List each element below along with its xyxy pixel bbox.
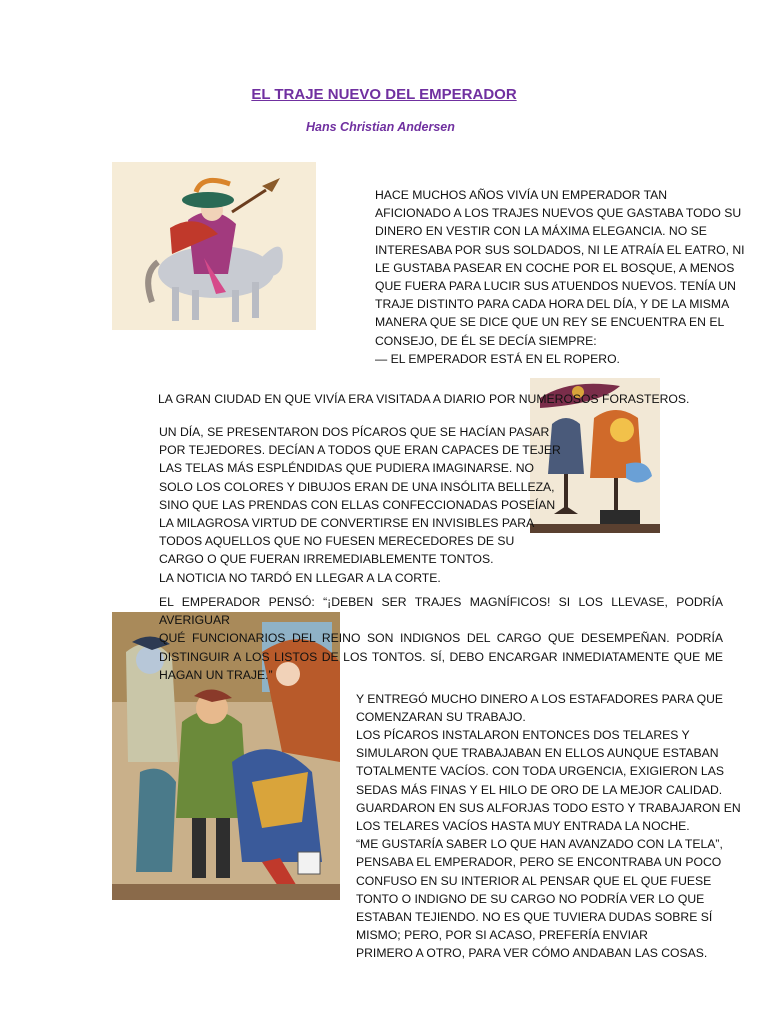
text-line: LAS TELAS MÁS ESPLÉNDIDAS QUE PUDIERA IMAGINARSE. NO bbox=[159, 461, 534, 476]
text-line: LA GRAN CIUDAD EN QUE VIVÍA ERA VISITADA A DIARIO POR NUMEROSOS FORASTEROS. bbox=[158, 392, 690, 406]
paragraph-emperor-intro bbox=[375, 186, 745, 368]
text-line: QUÉ FUNCIONARIOS DEL REINO SON INDIGNOS DEL CARGO QUE DESEMPEÑAN. PODRÍA bbox=[159, 631, 723, 646]
text-line: CONFUSO EN SU INTERIOR AL PENSAR QUE EL QUE FUESE bbox=[356, 873, 712, 888]
text-line: LOS PÍCAROS INSTALARON ENTONCES DOS TELARES Y bbox=[356, 728, 690, 742]
text-line: TONTO O INDIGNO DE SU CARGO NO PODRÍA VER LO QUE bbox=[356, 891, 705, 906]
text-line: SIMULARON QUE TRABAJABAN EN ELLOS AUNQUE ESTABAN bbox=[356, 746, 719, 761]
text-line: PRIMERO A OTRO, PARA VER CÓMO ANDABAN LAS COSAS. bbox=[356, 946, 708, 961]
paragraph-emperor-thought bbox=[159, 593, 723, 684]
text-line: Y ENTREGÓ MUCHO DINERO A LOS ESTAFADORES PARA QUE bbox=[356, 692, 724, 706]
text-line: QUE FUERA PARA LUCIR SUS ATUENDOS NUEVOS. TENÍA UN bbox=[375, 279, 736, 294]
text-line: SINO QUE LAS PRENDAS CON ELLAS CONFECCIONADAS POSEÍAN bbox=[159, 497, 556, 512]
text-line: LA NOTICIA NO TARDÓ EN LLEGAR A LA CORTE. bbox=[159, 570, 441, 585]
text-line: SOLO LOS COLORES Y DIBUJOS ERAN DE UNA INSÓLITA BELLEZA, bbox=[159, 479, 555, 494]
text-line: ESTABAN TEJIENDO. NO ES QUE TUVIERA DUDAS SOBRE SÍ bbox=[356, 910, 713, 925]
text-line: POR TEJEDORES. DECÍAN A TODOS QUE ERAN CAPACES DE TEJER bbox=[159, 443, 561, 458]
text-line: EL EMPERADOR PENSÓ: “¡DEBEN SER TRAJES MAGNÍFICOS! SI LOS LLEVASE, PODRÍA AVERIGUAR bbox=[159, 595, 723, 628]
text-line: “ME GUSTARÍA SABER LO QUE HAN AVANZADO CON LA TELA”, bbox=[356, 837, 723, 852]
text-line: HAGAN UN TRAJE.” bbox=[159, 667, 273, 682]
text-line: TODOS AQUELLOS QUE NO FUESEN MERECEDORES DE SU bbox=[159, 534, 515, 549]
text-line: AFICIONADO A LOS TRAJES NUEVOS QUE GASTABA TODO SU bbox=[375, 206, 742, 221]
text-line: SEDAS MÁS FINAS Y EL HILO DE ORO DE LA MEJOR CALIDAD. bbox=[356, 782, 723, 797]
emperor-horse-illustration bbox=[112, 162, 316, 330]
paragraph-city-visitors bbox=[158, 390, 689, 408]
text-line: GUARDARON EN SUS ALFORJAS TODO ESTO Y TRABAJARON EN bbox=[356, 800, 741, 815]
text-line: TOTALMENTE VACÍOS. CON TODA URGENCIA, EXIGIERON LAS bbox=[356, 764, 724, 779]
text-line: DISTINGUIR A LOS LISTOS DE LOS TONTOS. SÍ, DEBO ENCARGAR INMEDIATAMENTE QUE ME bbox=[159, 649, 723, 664]
text-line: — EL EMPERADOR ESTÁ EN EL ROPERO. bbox=[375, 351, 620, 366]
text-line: HACE MUCHOS AÑOS VIVÍA UN EMPERADOR TAN bbox=[375, 188, 668, 202]
text-line: TRAJE DISTINTO PARA CADA HORA DEL DÍA, Y DE LA MISMA bbox=[375, 297, 730, 312]
text-line: MISMO; PERO, POR SI ACASO, PREFERÍA ENVIAR bbox=[356, 928, 648, 943]
author-name: Hans Christian Andersen bbox=[306, 120, 455, 134]
text-line: LOS TELARES VACÍOS HASTA MUY ENTRADA LA NOCHE. bbox=[356, 819, 690, 834]
text-line: UN DÍA, SE PRESENTARON DOS PÍCAROS QUE SE HACÍAN PASAR bbox=[159, 425, 550, 439]
text-line: LE GUSTABA PASEAR EN COCHE POR EL BOSQUE, A MENOS bbox=[375, 260, 735, 275]
text-line: PENSABA EL EMPERADOR, PERO SE ENCONTRABA UN POCO bbox=[356, 855, 722, 870]
text-line: COMENZARAN SU TRABAJO. bbox=[356, 710, 526, 725]
text-line: DINERO EN VESTIR CON LA MÁXIMA ELEGANCIA. NO SE bbox=[375, 224, 707, 239]
text-line: CARGO O QUE FUERAN IRREMEDIABLEMENTE TONTOS. bbox=[159, 552, 494, 567]
page-title: EL TRAJE NUEVO DEL EMPERADOR bbox=[251, 86, 517, 103]
paragraph-money-given bbox=[356, 690, 723, 726]
paragraph-swindlers bbox=[159, 423, 561, 587]
text-line: LA MILAGROSA VIRTUD DE CONVERTIRSE EN INVISIBLES PARA bbox=[159, 516, 535, 531]
text-line: CONSEJO, DE ÉL SE DECÍA SIEMPRE: bbox=[375, 333, 597, 348]
paragraph-looms bbox=[356, 726, 741, 963]
text-line: INTERESABA POR SUS SOLDADOS, NI LE ATRAÍA EL EATRO, NI bbox=[375, 242, 745, 257]
text-line: MANERA QUE SE DICE QUE UN REY SE ENCUENTRA EN EL bbox=[375, 315, 725, 330]
